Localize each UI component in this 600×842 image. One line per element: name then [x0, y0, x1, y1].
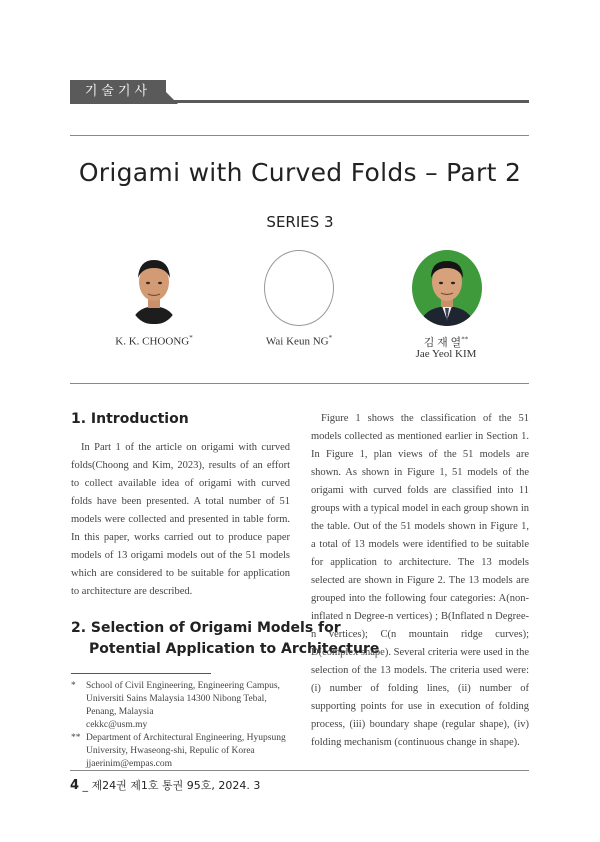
page-number: 4: [70, 778, 80, 793]
section2-heading-line2: Potential Application to Architecture: [89, 641, 380, 657]
footnote1-mark: *: [71, 681, 76, 691]
page-footer: [70, 777, 260, 793]
footer-divider: [70, 770, 529, 771]
author-name-choong: K. K. CHOONG*: [115, 334, 193, 348]
footnote2: Department of Architectural Engineering, Hyupsung University, Hwaseong-shi, Repulic of Korea jjaerinim@empas.com: [86, 733, 286, 769]
article-title: Origami with Curved Folds – Part 2: [78, 158, 522, 187]
authors-divider: [70, 383, 529, 384]
category-tag: 기술기사: [70, 80, 166, 104]
author-name-kim-en: Jae Yeol KIM: [415, 348, 477, 360]
author-photo-choong: [128, 252, 180, 324]
right-column-body: Figure 1 shows the classification of the 51 models collected as mentioned earlier in Section 1. In Figure 1, plan views of the 51 models are shown. As shown in Figure 1, 51 models of the origami with curved folds are classified into 11 groups with a typical model in each group shown in the table. Out of the 51 models shown in Figure 1, a total of 13 models were identified to be suitable for application to architecture. The 13 models selected are shown in Figure 2. The 13 models are grouped into the following four categories: A(non-inflated n Degree-n vertices) ; B(Inflated n Degree-n vertices); C(n mountain ridge curves); D(complex shape). Several criteria were used in the selection of the 13 models. The criteria used were: (i) number of folding lines, (ii) number of supporting points for use in execution of folding process, (iii) boundary shape (regular shape), (iv) folding mechanism (continuous change in shape).: [311, 413, 529, 748]
section2-heading-line1: 2. Selection of Origami Models for: [71, 620, 341, 636]
author-photo-placeholder: [264, 250, 334, 326]
top-divider: [70, 135, 529, 136]
footnote-rule: [71, 673, 211, 674]
author-name-ng: Wai Keun NG*: [265, 334, 333, 348]
header-rule: [172, 100, 529, 103]
series-label: SERIES 3: [266, 213, 334, 231]
section1-body: In Part 1 of the article on origami with curved folds(Choong and Kim, 2023), results of an effort to collect available idea of origami with curved folds have been presented. A total number of 51 models were collected and presented in table form. In this paper, works carried out to produce paper models of 13 origami models out of the 51 models which are considered to be suitable for application to architecture are described.: [71, 442, 290, 597]
section1-heading: 1. Introduction: [71, 411, 189, 427]
journal-info: _ 제24권 제1호 통권 95호, 2024. 3: [82, 779, 261, 792]
footnote2-mark: **: [71, 733, 81, 743]
footnote1: School of Civil Engineering, Engineering Campus, Universiti Sains Malaysia 14300 Nibong Tebal, Penang, Malaysia cekkc@usm.my: [86, 681, 280, 730]
author-photo-kim: [412, 250, 482, 326]
author-name-kim: 김 재 열**: [423, 335, 469, 349]
